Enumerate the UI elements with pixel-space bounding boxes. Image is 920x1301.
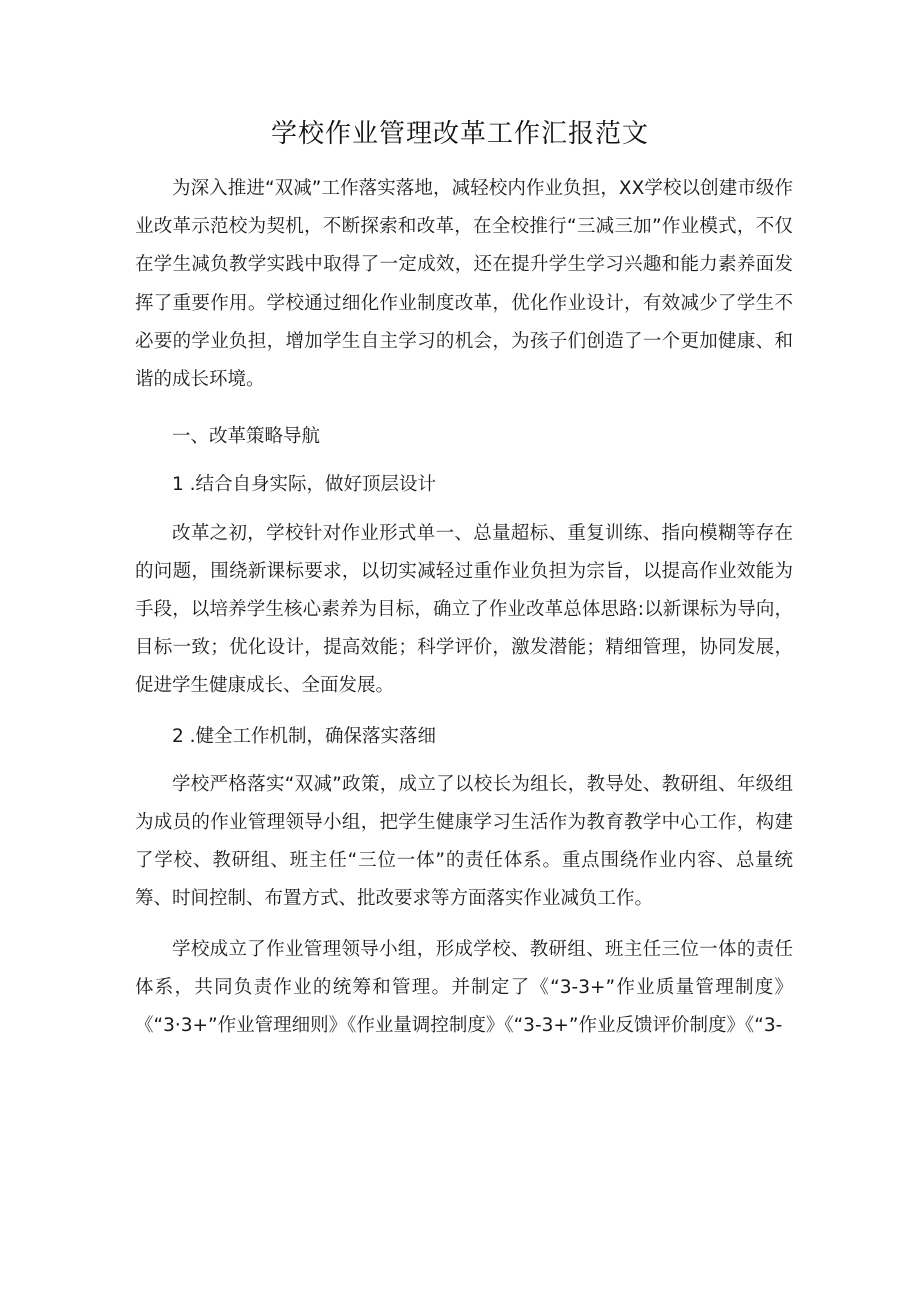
document-body (135, 170, 793, 1045)
document-title: 学校作业管理改革工作汇报范文 (270, 119, 649, 149)
paragraph-management: 学校成立了作业管理领导小组，形成学校、教研组、班主任三位一体的责任体系，共同负责作业的统筹和管理。并制定了《“3-3+”作业质量管理制度》《“3·3+”作业管理细则》《作业量调控制度》《“3-3+”作业反馈评价制度》《“3- (135, 938, 793, 1037)
intro-paragraph: 为深入推进“双减”工作落实落地，减轻校内作业负担，XX学校以创建市级作业改革示范校为契机，不断探索和改革，在全校推行“三减三加”作业模式，不仅在学生减负教学实践中取得了一定成效，还在提升学生学习兴趣和能力素养面发挥了重要作用。学校通过细化作业制度改革，优化作业设计，有效减少了学生不必要的学业负担，增加学生自主学习的机会，为孩子们创造了一个更加健康、和谐的成长环境。 (135, 178, 793, 391)
subheading-design: 1 .结合自身实际，做好顶层设计 (172, 474, 437, 496)
subheading-mechanism: 2 .健全工作机制，确保落实落细 (172, 725, 437, 747)
section-heading-strategy: 一、改革策略导航 (172, 426, 321, 448)
paragraph-design: 改革之初，学校针对作业形式单一、总量超标、重复训练、指向模糊等存在的问题，围绕新课标要求，以切实减轻过重作业负担为宗旨，以提高作业效能为手段，以培养学生核心素养为目标，确立了作业改革总体思路:以新课标为导向，目标一致；优化设计，提高效能；科学评价，激发潜能；精细管理，协同发展，促进学生健康成长、全面发展。 (135, 522, 793, 697)
paragraph-mechanism: 学校严格落实“双减”政策，成立了以校长为组长，教导处、教研组、年级组为成员的作业管理领导小组，把学生健康学习生活作为教育教学中心工作，构建了学校、教研组、班主任“三位一体”的责任体系。重点围绕作业内容、总量统筹、时间控制、布置方式、批改要求等方面落实作业减负工作。 (135, 773, 793, 910)
